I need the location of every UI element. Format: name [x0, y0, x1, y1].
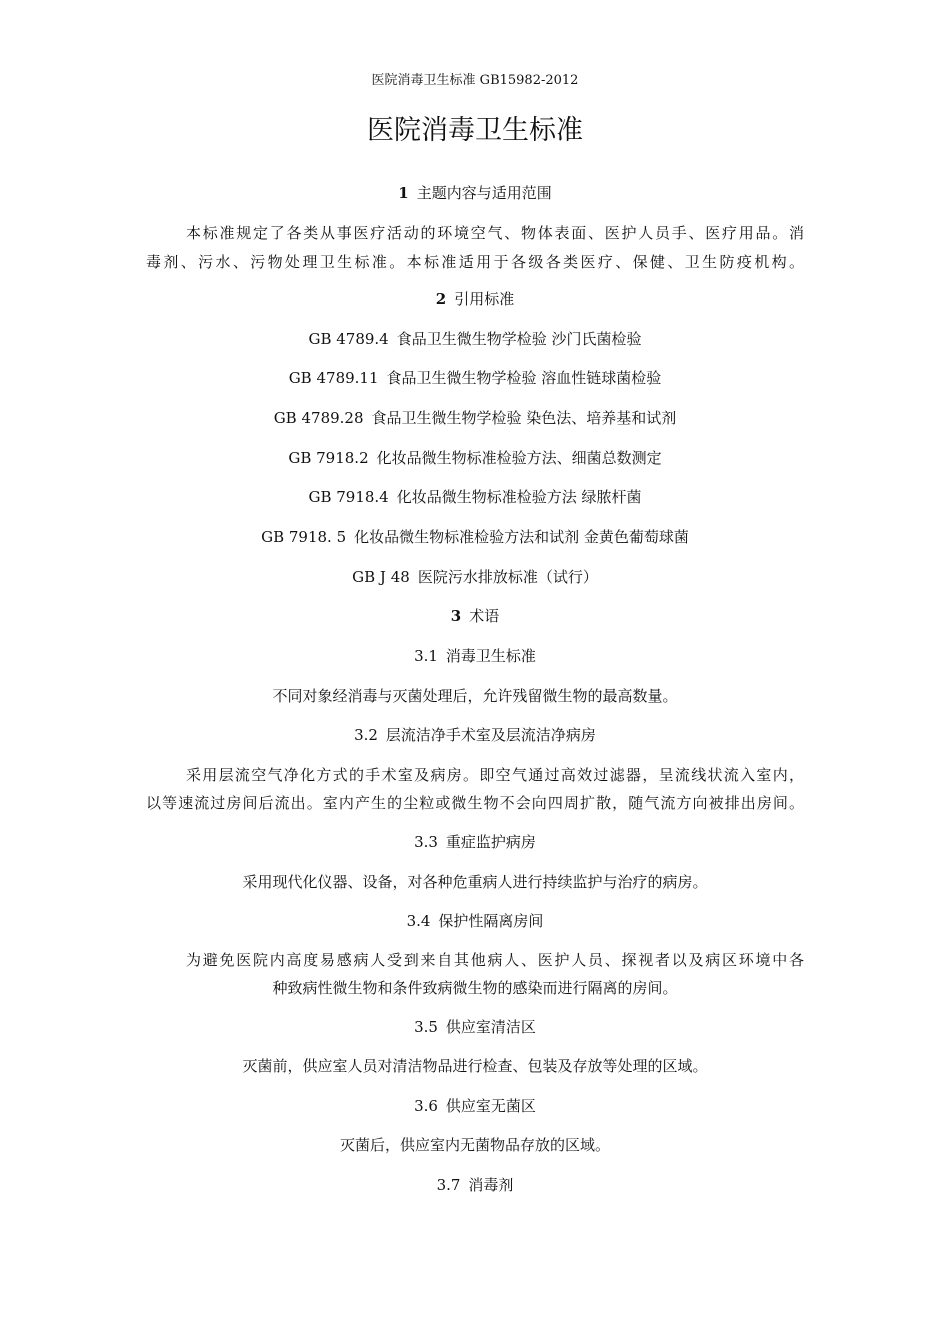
paragraph-line: 本标准规定了各类从事医疗活动的环境空气、物体表面、医护人员手、医疗用品。消 — [186, 224, 804, 242]
reference-title: 食品卫生微生物学检验 沙门氏菌检验 — [396, 330, 642, 348]
reference-item — [0, 329, 950, 349]
section-title: 主题内容与适用范围 — [416, 184, 552, 202]
section-title: 术语 — [469, 607, 500, 625]
term-definition: 灭菌后，供应室内无菌物品存放的区域。 — [339, 1136, 610, 1154]
term-title: 重症监护病房 — [445, 833, 536, 851]
term-title: 供应室无菌区 — [445, 1097, 536, 1115]
reference-title: 医院污水排放标准（试行） — [417, 568, 598, 586]
term-title: 保护性隔离房间 — [438, 912, 544, 930]
term-definition: 采用层流空气净化方式的手术室及病房。即空气通过高效过滤器，呈流线状流入室内， — [186, 766, 804, 784]
reference-code: GB 7918.4 — [308, 488, 389, 506]
term-title: 消毒剂 — [468, 1176, 514, 1194]
term-definition: 采用现代化仪器、设备，对各种危重病人进行持续监护与治疗的病房。 — [242, 873, 708, 891]
term-definition: 不同对象经消毒与灭菌处理后，允许残留微生物的最高数量。 — [272, 687, 678, 705]
reference-title: 食品卫生微生物学检验 染色法、培养基和试剂 — [371, 409, 677, 427]
term-heading — [0, 832, 950, 852]
reference-item — [0, 448, 950, 468]
reference-item — [0, 567, 950, 587]
running-header: 医院消毒卫生标准 GB15982-2012 — [371, 73, 579, 88]
document-title: 医院消毒卫生标准 — [367, 115, 583, 146]
reference-item — [0, 527, 950, 547]
reference-title: 化妆品微生物标准检验方法 绿脓杆菌 — [396, 488, 642, 506]
paragraph-line: 毒剂、污水、污物处理卫生标准。本标准适用于各级各类医疗、保健、卫生防疫机构。 — [146, 253, 804, 271]
section-number: 2 — [435, 290, 447, 308]
term-title: 供应室清洁区 — [445, 1018, 536, 1036]
section-number: 3 — [450, 607, 462, 625]
section-heading — [0, 606, 950, 626]
reference-title: 化妆品微生物标准检验方法、细菌总数测定 — [376, 449, 662, 467]
term-heading — [0, 646, 950, 666]
reference-code: GB 4789.28 — [273, 409, 364, 427]
reference-title: 化妆品微生物标准检验方法和试剂 金黄色葡萄球菌 — [354, 528, 689, 546]
term-title: 层流洁净手术室及层流洁净病房 — [385, 726, 596, 744]
term-heading — [0, 1175, 950, 1195]
term-definition: 以等速流过房间后流出。室内产生的尘粒或微生物不会向四周扩散，随气流方向被排出房间。 — [146, 794, 804, 812]
term-definition: 灭菌前，供应室人员对清洁物品进行检查、包装及存放等处理的区域。 — [242, 1057, 708, 1075]
term-heading — [0, 1017, 950, 1037]
reference-item — [0, 368, 950, 388]
section-heading — [0, 289, 950, 309]
term-number: 3.3 — [414, 833, 438, 851]
term-number: 3.6 — [414, 1097, 438, 1115]
term-heading — [0, 725, 950, 745]
term-number: 3.2 — [354, 726, 378, 744]
term-number: 3.1 — [414, 647, 438, 665]
term-number: 3.5 — [414, 1018, 438, 1036]
reference-item — [0, 408, 950, 428]
term-definition: 种致病性微生物和条件致病微生物的感染而进行隔离的房间。 — [272, 979, 678, 997]
reference-item — [0, 487, 950, 507]
reference-code: GB 7918.2 — [288, 449, 369, 467]
term-heading — [0, 911, 950, 931]
term-number: 3.4 — [406, 912, 431, 930]
reference-code: GB J 48 — [352, 568, 410, 586]
section-heading — [0, 183, 950, 203]
section-title: 引用标准 — [454, 290, 515, 308]
reference-code: GB 4789.11 — [288, 369, 379, 387]
reference-code: GB 7918. 5 — [261, 528, 347, 546]
term-definition: 为避免医院内高度易感病人受到来自其他病人、医护人员、探视者以及病区环境中各 — [186, 951, 804, 969]
reference-code: GB 4789.4 — [308, 330, 389, 348]
term-title: 消毒卫生标准 — [445, 647, 536, 665]
section-number: 1 — [398, 184, 409, 202]
reference-title: 食品卫生微生物学检验 溶血性链球菌检验 — [386, 369, 662, 387]
term-number: 3.7 — [436, 1176, 461, 1194]
term-heading — [0, 1096, 950, 1116]
